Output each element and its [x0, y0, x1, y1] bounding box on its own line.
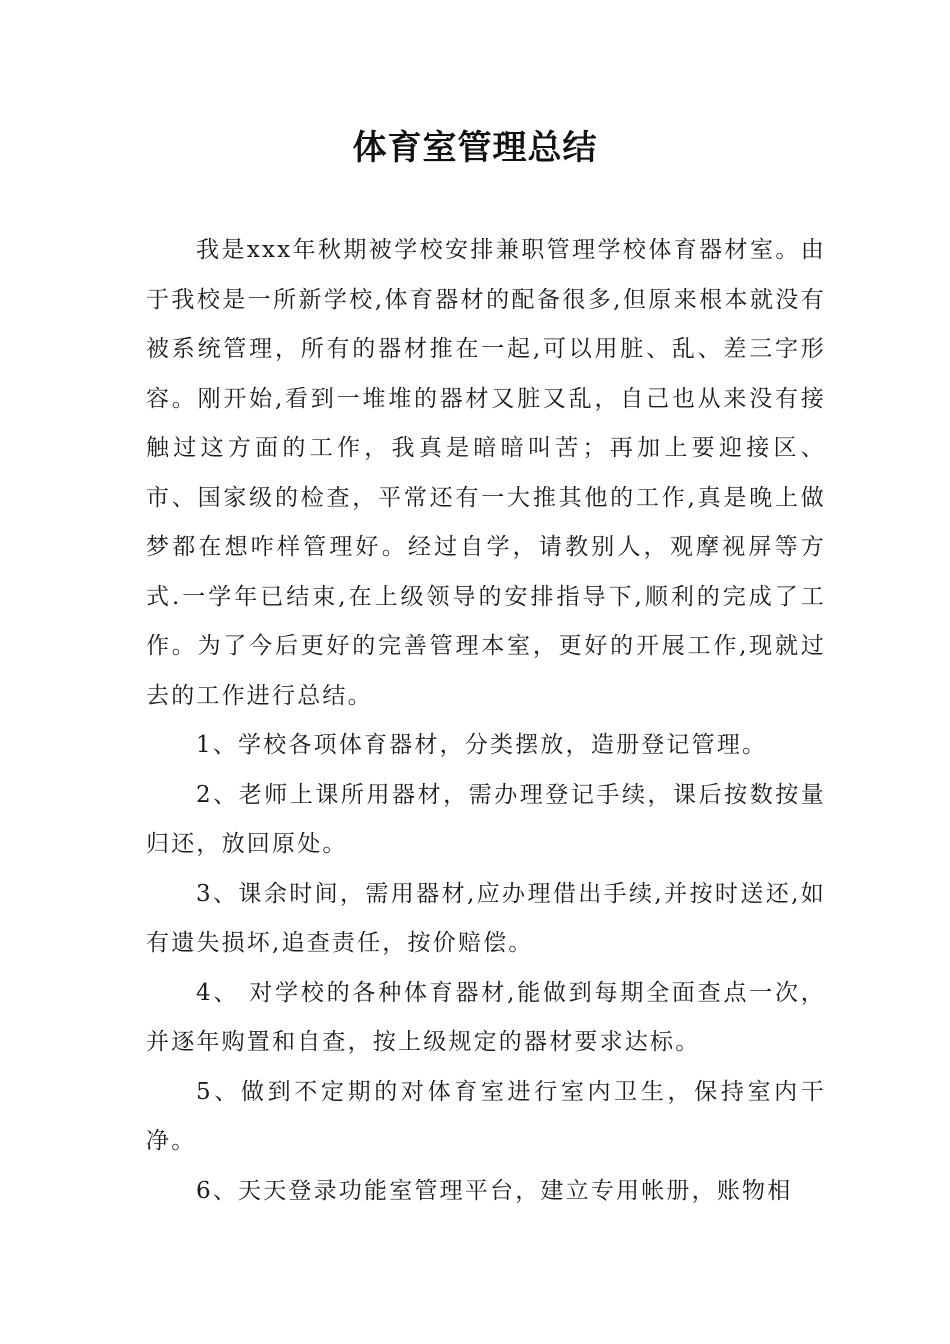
document-body	[146, 226, 826, 1216]
paragraph-item-3: 3、课余时间，需用器材,应办理借出手续,并按时送还,如有遗失损坏,追查责任，按价赔偿。	[146, 880, 826, 956]
paragraph-item-2: 2、老师上课所用器材，需办理登记手续，课后按数按量归还，放回原处。	[146, 781, 826, 857]
paragraph-item-1: 1、学校各项体育器材，分类摆放，造册登记管理。	[196, 732, 768, 758]
document-title: 体育室管理总结	[352, 128, 598, 168]
paragraph-intro: 我是xxx年秋期被学校安排兼职管理学校体育器材室。由于我校是一所新学校,体育器材的配备很多,但原来根本就没有被系统管理，所有的器材推在一起,可以用脏、乱、差三字形容。刚开始,看到一堆堆的器材又脏又乱，自己也从来没有接触过这方面的工作，我真是暗暗叫苦；再加上要迎接区、市、国家级的检查，平常还有一大推其他的工作,真是晚上做梦都在想咋样管理好。经过自学，请教别人，观摩视屏等方式.一学年已结束,在上级领导的安排指导下,顺利的完成了工作。为了今后更好的完善管理本室，更好的开展工作,现就过去的工作进行总结。	[146, 237, 826, 709]
paragraph-item-6: 6、天天登录功能室管理平台，建立专用帐册，账物相	[196, 1177, 793, 1204]
paragraph-item-5: 5、做到不定期的对体育室进行室内卫生，保持室内干净。	[146, 1078, 826, 1154]
paragraph-item-4: 4、 对学校的各种体育器材,能做到每期全面查点一次，并逐年购置和自查，按上级规定的器材要求达标。	[146, 979, 826, 1055]
